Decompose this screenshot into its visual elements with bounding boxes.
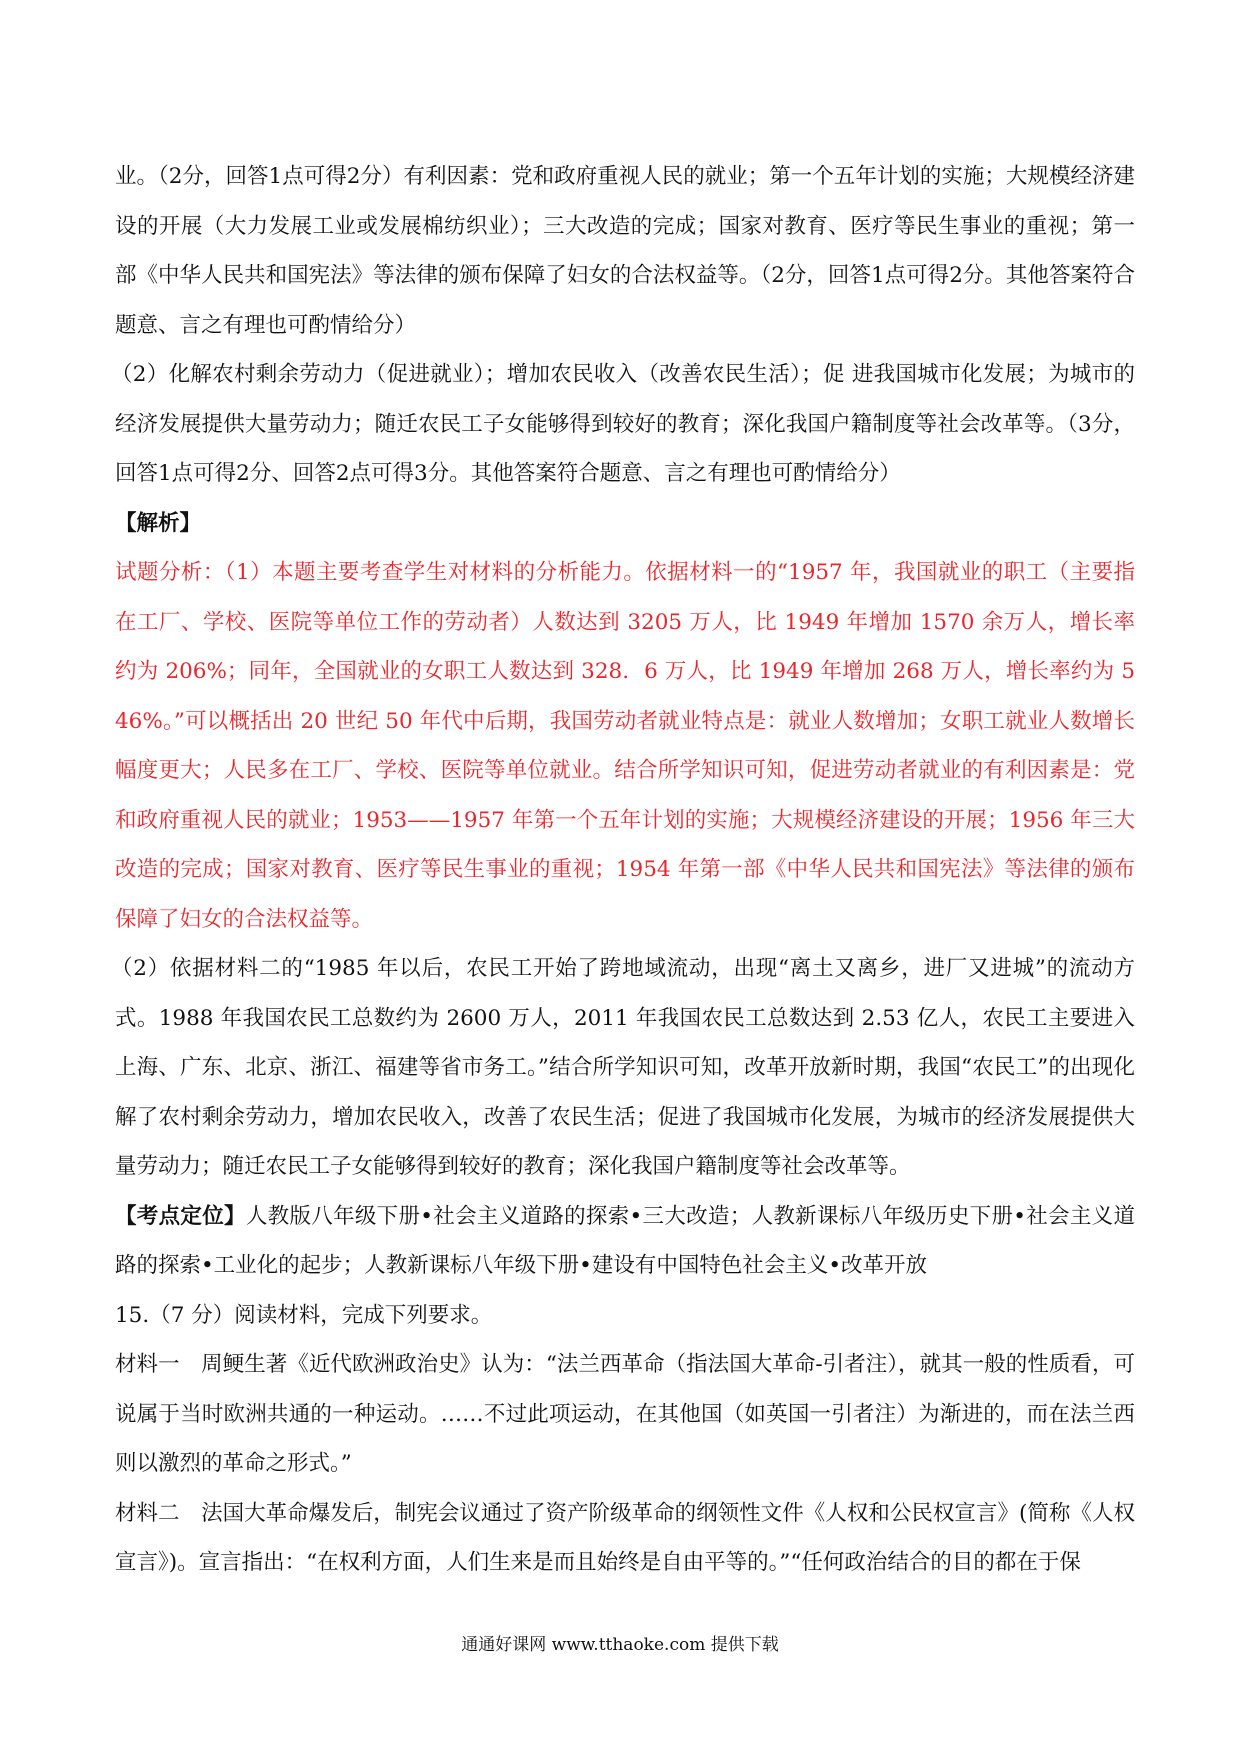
knowledge-point-paragraph <box>115 1192 1135 1291</box>
material-1-paragraph: 材料一 周鲠生著《近代欧洲政治史》认为：“法兰西革命（指法国大革命-引者注），就其一般的性质看，可说属于当时欧洲共通的一种运动。……不过此项运动，在其他国（如英国一引者注）为渐进的，而在法兰西则以激烈的革命之形式。” <box>115 1352 1135 1476</box>
knowledge-point-text: 人教版八年级下册•社会主义道路的探索•三大改造；人教新课标八年级历史下册•社会主义道路的探索•工业化的起步；人教新课标八年级下册•建设有中国特色社会主义•改革开放 <box>115 1203 1135 1278</box>
analysis-paragraph-2: （2）依据材料二的“1985 年以后，农民工开始了跨地域流动，出现“离土又离乡，进厂又进城”的流动方式。1988 年我国农民工总数约为 2600 万人，2011 年我国农民工总数达到 2.53 亿人，农民工主要进入上海、广东、北京、浙江、福建等省市务工。”结合所学知识可知，改革开放新时期，我国“农民工”的出现化解了农村剩余劳动力，增加农民收入，改善了农民生活；促进了我国城市化发展，为城市的经济发展提供大量劳动力；随迁农民工子女能够得到较好的教育；深化我国户籍制度等社会改革等。 <box>111 956 1135 1179</box>
page-body <box>111 152 1135 1588</box>
answer-paragraph-2: （2）化解农村剩余劳动力（促进就业）；增加农民收入（改善农民生活）；促 进我国城市化发展；为城市的经济发展提供大量劳动力；随迁农民工子女能够得到较好的教育；深化我国户籍制度等社会改革等。（3分，回答1点可得2分、回答2点可得3分。其他答案符合题意、言之有理也可酌情给分） <box>111 362 1135 486</box>
question-15-title: 15.（7 分）阅读材料，完成下列要求。 <box>115 1302 493 1328</box>
analysis-paragraph-1: 试题分析：（1）本题主要考查学生对材料的分析能力。依据材料一的“1957 年，我国就业的职工（主要指在工厂、学校、医院等单位工作的劳动者）人数达到 3205 万人，比 1949 年增加 1570 余万人，增长率约为 206%；同年，全国就业的女职工人数达到 328．6 万人，比 1949 年增加 268 万人，增长率约为 546%。”可以概括出 20 世纪 50 年代中后期，我国劳动者就业特点是：就业人数增加；女职工就业人数增长幅度更大；人民多在工厂、学校、医院等单位就业。结合所学知识可知，促进劳动者就业的有利因素是：党和政府重视人民的就业；1953——1957 年第一个五年计划的实施；大规模经济建设的开展；1956 年三大改造的完成；国家对教育、医疗等民生事业的重视；1954 年第一部《中华人民共和国宪法》等法律的颁布保障了妇女的合法权益等。 <box>115 560 1135 932</box>
analysis-heading: 【解析】 <box>115 510 202 536</box>
knowledge-point-label: 【考点定位】 <box>115 1203 246 1229</box>
page-footer: 通通好课网 www.tthaoke.com 提供下载 <box>461 1635 779 1655</box>
answer-paragraph-1: 业。（2分，回答1点可得2分）有利因素：党和政府重视人民的就业；第一个五年计划的实施；大规模经济建设的开展（大力发展工业或发展棉纺织业）；三大改造的完成；国家对教育、医疗等民生事业的重视；第一部《中华人民共和国宪法》等法律的颁布保障了妇女的合法权益等。（2分，回答1点可得2分。其他答案符合题意、言之有理也可酌情给分） <box>115 164 1135 338</box>
material-2-paragraph: 材料二 法国大革命爆发后，制宪会议通过了资产阶级革命的纲领性文件《人权和公民权宣言》(简称《人权宣言》)。宣言指出：“在权利方面，人们生来是而且始终是自由平等的。”“任何政治结合的目的都在于保 <box>115 1500 1135 1575</box>
